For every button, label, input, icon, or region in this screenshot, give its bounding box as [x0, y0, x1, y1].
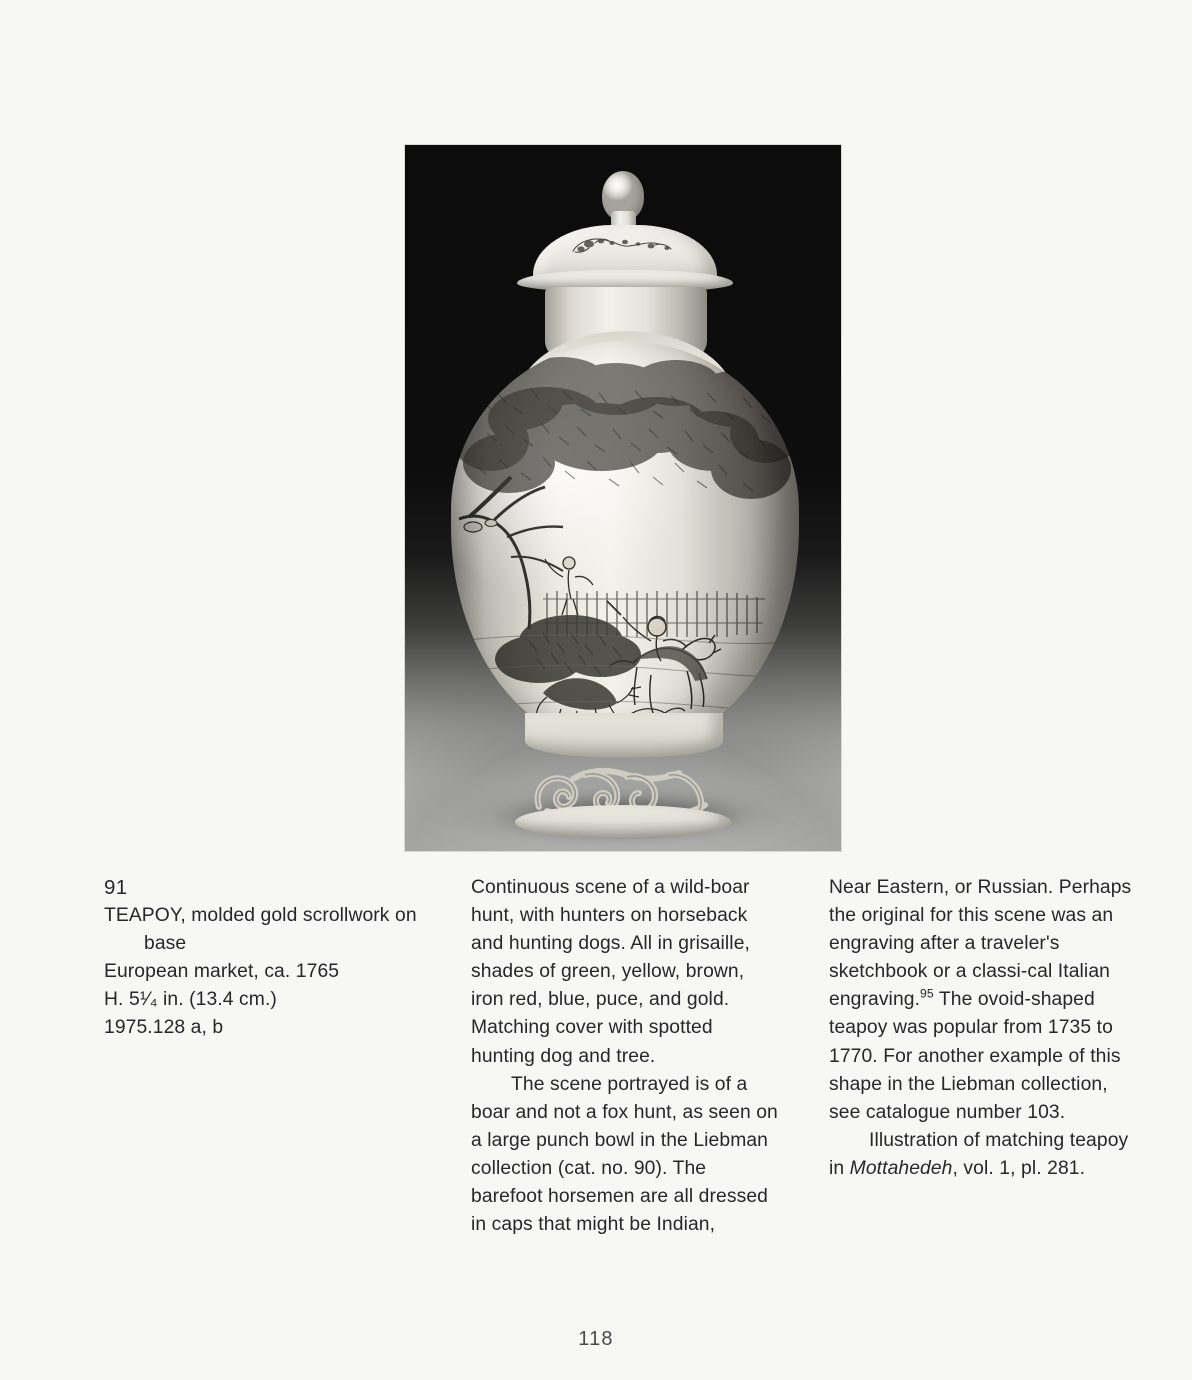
- page-number: 118: [578, 1328, 614, 1350]
- paragraph-description: Continuous scene of a wild-boar hunt, with hunters on horseback and hunting dogs. All in grisaille, shades of green, yellow, brown, iron red, blue, puce, and gold. Matching cover with spotted hunting dog and tree.: [471, 877, 750, 1067]
- caption-origin: European market, ca. 1765: [104, 961, 340, 983]
- body-column-right: [829, 874, 1139, 1183]
- paragraph-origins-part-1: Near Eastern, or Russian. Perhaps the original for this scene was an engraving after a traveler's sketchbook or a classi-cal Italian engraving.: [829, 877, 1132, 1011]
- footnote-marker: 95: [920, 986, 934, 1001]
- jar-base-foot: [515, 805, 731, 839]
- caption-column: [104, 874, 434, 1042]
- lid-painted-dog-icon: [555, 231, 695, 261]
- body-column-left: [471, 874, 779, 1239]
- reference-lead: Illustration of matching teapoy in: [829, 1129, 1129, 1179]
- porcelain-teapoy: [405, 145, 841, 851]
- paragraph-scene-discussion: The scene portrayed is of a boar and not a fox hunt, as seen on a large punch bowl in the Liebman collection (cat. no. 90). The barefoot horsemen are all dressed in caps that might be Indian,: [471, 1073, 778, 1236]
- caption-title-line-2: base: [144, 933, 187, 955]
- caption-dimensions: H. 5¹⁄₄ in. (13.4 cm.): [104, 989, 277, 1011]
- reference-title: Mottahedeh: [849, 1157, 953, 1179]
- catalogue-number: 91: [104, 876, 128, 899]
- caption-accession-number: 1975.128 a, b: [104, 1017, 224, 1039]
- paragraph-origins-part-2: The ovoid-shaped teapoy was popular from 1735 to 1770. For another example of this shape in the Liebman collection, see catalogue number 103.: [829, 989, 1121, 1123]
- reference-tail: , vol. 1, pl. 281.: [952, 1157, 1086, 1179]
- plate-photograph: [405, 145, 841, 851]
- paragraph-illustration-reference: [829, 1127, 1139, 1183]
- paragraph-origins: [829, 874, 1139, 1127]
- caption-title-line-1: TEAPOY, molded gold scrollwork on: [104, 905, 417, 926]
- grisaille-hunt-scene: [451, 341, 799, 745]
